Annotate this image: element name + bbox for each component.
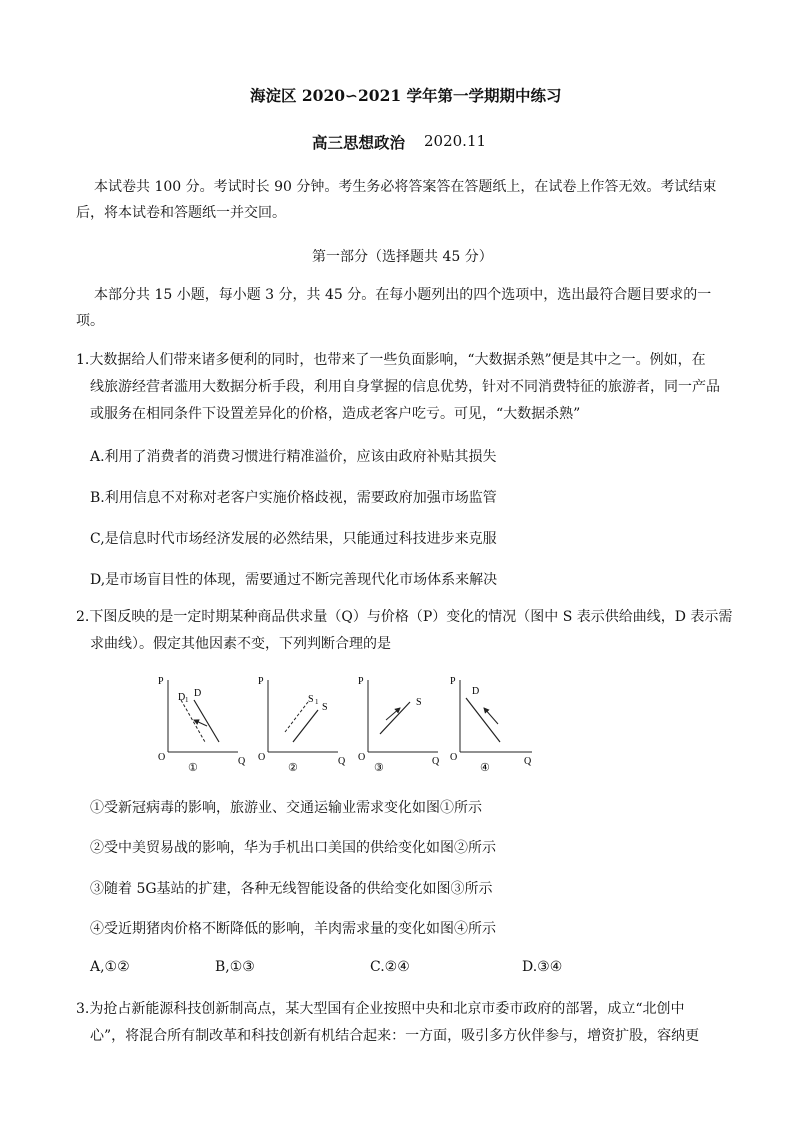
label-p: P [258, 676, 264, 687]
label-d1-sub: 1 [185, 696, 189, 704]
movement-arrow [484, 708, 498, 724]
label-s: S [322, 702, 328, 713]
subject-title: 高三思想政治 [312, 133, 406, 152]
intro-line-1: 本试卷共 100 分。考试时长 90 分钟。考生务必将答案答在答题纸上，在试卷上作答无效。考试结束 [94, 179, 717, 195]
q1-line-2: 线旅游经营者滥用大数据分析手段，利用自身掌握的信息优势，针对不同消费特征的旅游者，同一产品 [90, 379, 720, 395]
label-p: P [450, 676, 456, 687]
curve-d [194, 700, 219, 742]
q1-line-1: 1.大数据给人们带来诸多便利的同时，也带来了一些负面影响，“大数据杀熟”便是其中之一。例如，在 [76, 352, 706, 368]
q2-statement-2: ②受中美贸易战的影响，华为手机出口美国的供给变化如图②所示 [90, 840, 496, 856]
q1-option-b: B.利用信息不对称对老客户实施价格歧视，需要政府加强市场监管 [90, 490, 497, 506]
graph-1 [158, 676, 246, 774]
q1-option-a: A.利用了消费者的消费习惯进行精准溢价，应该由政府补贴其损失 [90, 449, 497, 465]
part1-desc-1: 本部分共 15 小题，每小题 3 分，共 45 分。在每小题列出的四个选项中，选出最符合题目要求的一 [94, 287, 712, 303]
part1-heading: 第一部分（选择题共 45 分） [312, 249, 493, 265]
q2-line-2: 求曲线）。假定其他因素不变，下列判断合理的是 [90, 636, 391, 652]
exam-title: 海淀区 2020∽2021 学年第一学期期中练习 [250, 86, 562, 105]
label-q: Q [238, 756, 246, 767]
graph-3 [358, 676, 440, 774]
part1-desc-2: 项。 [76, 313, 104, 329]
exam-date: 2020.11 [424, 132, 487, 150]
intro-line-2: 后，将本试卷和答题纸一并交回。 [76, 205, 286, 221]
graph-2 [258, 676, 346, 774]
label-d: D [194, 688, 202, 699]
q2-choice-d: D.③④ [522, 959, 563, 975]
q2-choice-c: C.②④ [370, 959, 410, 975]
graph-number: ② [288, 762, 298, 774]
curve-d1 [181, 700, 205, 742]
label-o: O [358, 752, 366, 763]
graph-number: ① [188, 762, 198, 774]
label-s1-sub: 1 [315, 698, 319, 706]
label-q: Q [524, 756, 532, 767]
graph-4 [450, 676, 532, 774]
graph-number: ③ [374, 762, 384, 774]
q3-line-2: 心”，将混合所有制改革和科技创新有机结合起来：一方面，吸引多方伙伴参与，增资扩股，容纳更 [90, 1028, 700, 1044]
q1-option-c: C,是信息时代市场经济发展的必然结果，只能通过科技进步来克服 [90, 531, 497, 547]
label-s1: S [308, 694, 314, 705]
movement-arrow [386, 708, 400, 720]
q3-line-1: 3.为抢占新能源科技创新制高点，某大型国有企业按照中央和北京市委市政府的部署，成立“北创中 [76, 1001, 685, 1017]
graph-number: ④ [480, 762, 490, 774]
q2-choice-a: A,①② [90, 959, 130, 975]
supply-demand-graphs [150, 672, 550, 777]
q2-choice-b: B,①③ [215, 959, 255, 975]
label-s: S [416, 697, 422, 708]
q1-line-3: 或服务在相同条件下设置差异化的价格，造成老客户吃亏。可见，“大数据杀熟” [90, 406, 581, 422]
label-q: Q [432, 756, 440, 767]
label-q: Q [338, 756, 346, 767]
label-o: O [158, 752, 166, 763]
label-p: P [358, 676, 364, 687]
curve-s [293, 710, 318, 742]
curve-s [380, 702, 410, 734]
shift-arrow [194, 720, 207, 726]
q2-statement-4: ④受近期猪肉价格不断降低的影响，羊肉需求量的变化如图④所示 [90, 921, 496, 937]
q1-option-d: D,是市场盲目性的体现，需要通过不断完善现代化市场体系来解决 [90, 572, 498, 588]
label-o: O [258, 752, 266, 763]
label-d: D [472, 686, 480, 697]
q2-line-1: 2.下图反映的是一定时期某种商品供求量（Q）与价格（P）变化的情况（图中 S 表示供给曲线，D 表示需 [76, 609, 733, 625]
label-d1: D [178, 692, 186, 703]
q2-statement-1: ①受新冠病毒的影响，旅游业、交通运输业需求变化如图①所示 [90, 800, 482, 816]
label-p: P [158, 676, 164, 687]
q2-statement-3: ③随着 5G基站的扩建，各种无线智能设备的供给变化如图③所示 [90, 881, 493, 897]
label-o: O [450, 752, 458, 763]
